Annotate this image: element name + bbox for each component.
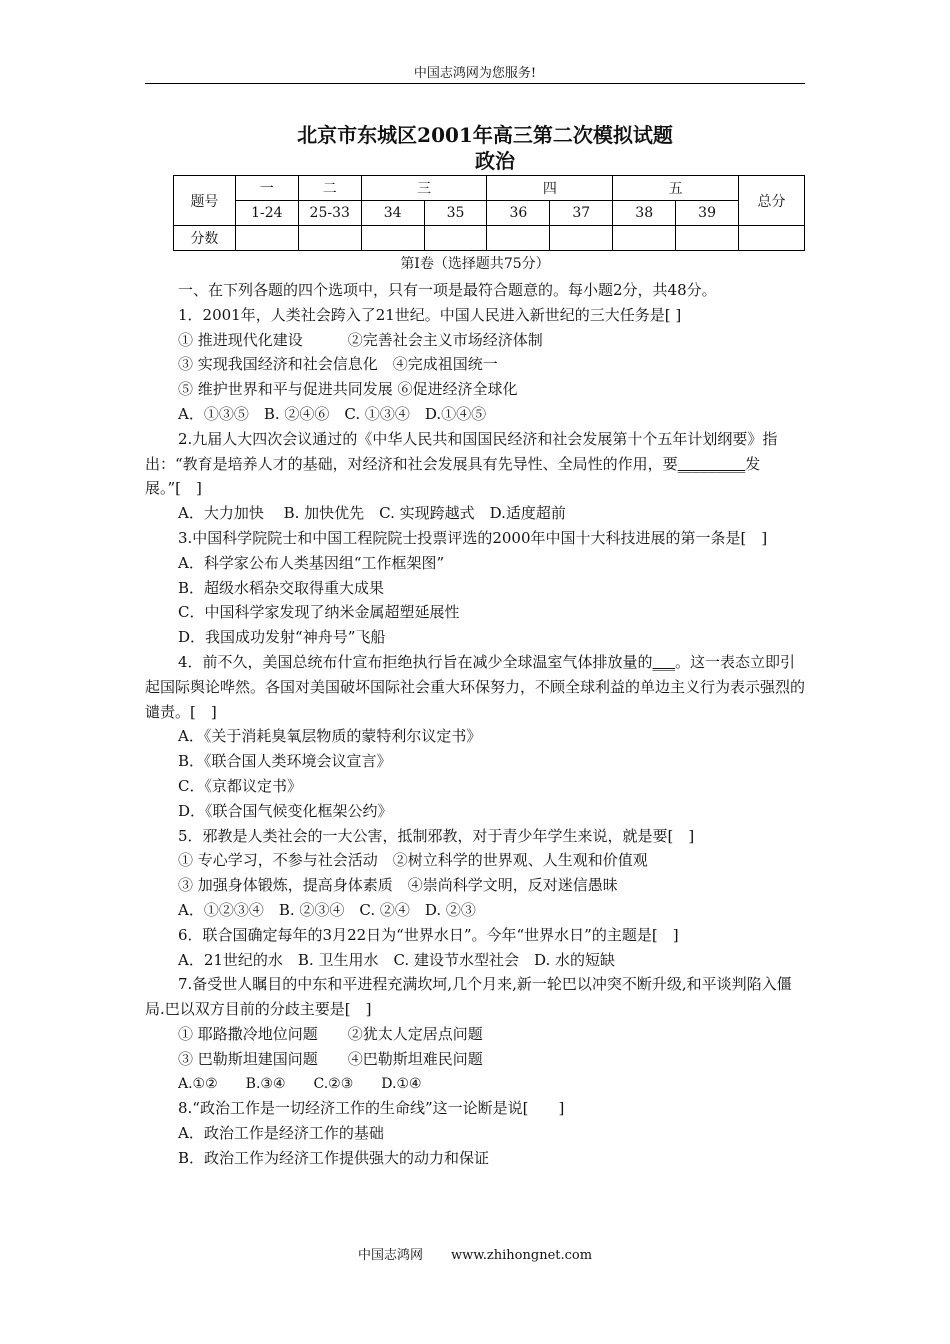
question-range-cell: 25-33: [298, 201, 361, 226]
q8-option-b: B．政治工作为经济工作提供强大的动力和保证: [178, 1148, 490, 1167]
q2-blank: _________: [677, 454, 746, 473]
q1-statements-2: ③ 实现我国经济和社会信息化 ④完成祖国统一: [178, 355, 498, 374]
question-number-label: 题号: [174, 176, 236, 226]
q4-option-d: D．《联合国气候变化框架公约》: [178, 801, 393, 820]
q3-option-a: A．科学家公布人类基因组“工作框架图”: [178, 553, 445, 572]
score-cell: [361, 226, 424, 251]
footer-url: www.zhihongnet.com: [450, 1248, 593, 1263]
q4-blank: ___: [652, 652, 676, 671]
section-4-header: 四: [487, 176, 613, 201]
question-range-cell: 37: [550, 201, 613, 226]
q8-stem: 8.“政治工作是一切经济工作的生命线”这一论断是说[ ]: [178, 1099, 565, 1118]
q5-choices: A．①②③④ B. ②③④ C. ②④ D. ②③: [178, 900, 476, 919]
q1-choices: A．①③⑤ B. ②④⑥ C. ①③④ D.①④⑤: [178, 404, 487, 423]
q4-option-c: C．《京都议定书》: [178, 776, 302, 795]
q7-stem: 7.备受世人瞩目的中东和平进程充满坎坷,几个月来,新一轮巴以冲突不断升级,和平谈判陷入僵局.巴以双方目前的分歧主要是[ ]: [145, 975, 792, 1019]
section-2-header: 二: [298, 176, 361, 201]
q2-stem-text: 2.九届人大四次会议通过的《中华人民共和国国民经济和社会发展第十个五年计划纲要》指出：“教育是培养人才的基础，对经济和社会发展具有先导性、全局性的作用，要: [145, 429, 778, 473]
section-5-header: 五: [613, 176, 739, 201]
question-list: [145, 278, 807, 1171]
score-cell: [487, 226, 550, 251]
q8-option-a: A．政治工作是经济工作的基础: [178, 1124, 384, 1143]
section-title: 第I卷（选择题共75分）: [400, 256, 550, 272]
q4-option-a: A．《关于消耗臭氧层物质的蒙特利尔议定书》: [178, 727, 482, 746]
question-range-cell: 35: [424, 201, 487, 226]
total-score-label: 总分: [739, 176, 805, 226]
score-cell: [235, 226, 298, 251]
exam-subject: 政治: [475, 149, 515, 173]
score-table: [173, 175, 805, 251]
q4-stem-end: 。这一表态立即引起国际舆论哗然。各国对美国破坏国际社会重大环保努力，不顾全球利益的单边主义行为表示强烈的谴责。[ ]: [145, 652, 806, 721]
score-cell: [424, 226, 487, 251]
q2-stem: [145, 427, 807, 501]
q3-option-b: B．超级水稻杂交取得重大成果: [178, 578, 385, 597]
score-cell: [550, 226, 613, 251]
q4-stem-text: 4．前不久，美国总统布什宣布拒绝执行旨在减少全球温室气体排放量的: [178, 652, 653, 671]
q7-choices: A.①② B.③④ C.②③ D.①④: [178, 1075, 422, 1092]
q5-stem: 5．邪教是人类社会的一大公害，抵制邪教，对于青少年学生来说，就是要[ ]: [178, 826, 695, 845]
score-cell: [676, 226, 739, 251]
exam-title: 北京市东城区2001年高三第二次模拟试题: [297, 123, 673, 147]
q4-option-b: B．《联合国人类环境会议宣言》: [178, 752, 392, 771]
score-cell: [613, 226, 676, 251]
section-1-header: 一: [235, 176, 298, 201]
question-range-cell: 39: [676, 201, 739, 226]
q1-stem: 1．2001年，人类社会跨入了21世纪。中国人民进入新世纪的三大任务是[ ]: [178, 305, 682, 324]
q3-stem: 3.中国科学院院士和中国工程院院士投票评选的2000年中国十大科技进展的第一条是[ ]: [178, 528, 768, 547]
q6-stem: 6．联合国确定每年的3月22日为“世界水日”。今年“世界水日”的主题是[ ]: [178, 925, 679, 944]
question-range-cell: 36: [487, 201, 550, 226]
question-range-cell: 1-24: [235, 201, 298, 226]
q4-stem: [145, 650, 807, 724]
instructions: 一、在下列各题的四个选项中，只有一项是最符合题意的。每小题2分，共48分。: [178, 281, 717, 299]
section-3-header: 三: [361, 176, 487, 201]
q1-statements-1: ① 推进现代化建设 ②完善社会主义市场经济体制: [178, 330, 543, 349]
question-range-cell: 34: [361, 201, 424, 226]
question-range-cell: 38: [613, 201, 676, 226]
score-row-label: 分数: [174, 226, 236, 251]
q6-choices: A．21世纪的水 B. 卫生用水 C. 建设节水型社会 D. 水的短缺: [178, 950, 615, 969]
footer-site-name: 中国志鸿网: [357, 1248, 423, 1263]
header-rule: [145, 83, 805, 84]
q2-choices: A．大力加快 B. 加快优先 C. 实现跨越式 D.适度超前: [178, 504, 566, 523]
q3-option-d: D．我国成功发射“神舟号”飞船: [178, 628, 386, 647]
q1-statements-3: ⑤ 维护世界和平与促进共同发展 ⑥促进经济全球化: [178, 380, 518, 399]
q7-statements-2: ③ 巴勒斯坦建国问题 ④巴勒斯坦难民问题: [178, 1049, 483, 1068]
score-cell: [298, 226, 361, 251]
q5-statements-1: ① 专心学习，不参与社会活动 ②树立科学的世界观、人生观和价值观: [178, 851, 648, 870]
q5-statements-2: ③ 加强身体锻炼，提高身体素质 ④崇尚科学文明，反对迷信愚昧: [178, 876, 618, 895]
q7-statements-1: ① 耶路撒冷地位问题 ②犹太人定居点问题: [178, 1024, 483, 1043]
total-score-cell: [739, 226, 805, 251]
q2-stem-end: 发展。”[ ]: [145, 454, 761, 498]
q3-option-c: C．中国科学家发现了纳米金属超塑延展性: [178, 603, 460, 622]
page-header: 中国志鸿网为您服务!: [413, 66, 537, 81]
page-footer: [145, 1248, 805, 1264]
